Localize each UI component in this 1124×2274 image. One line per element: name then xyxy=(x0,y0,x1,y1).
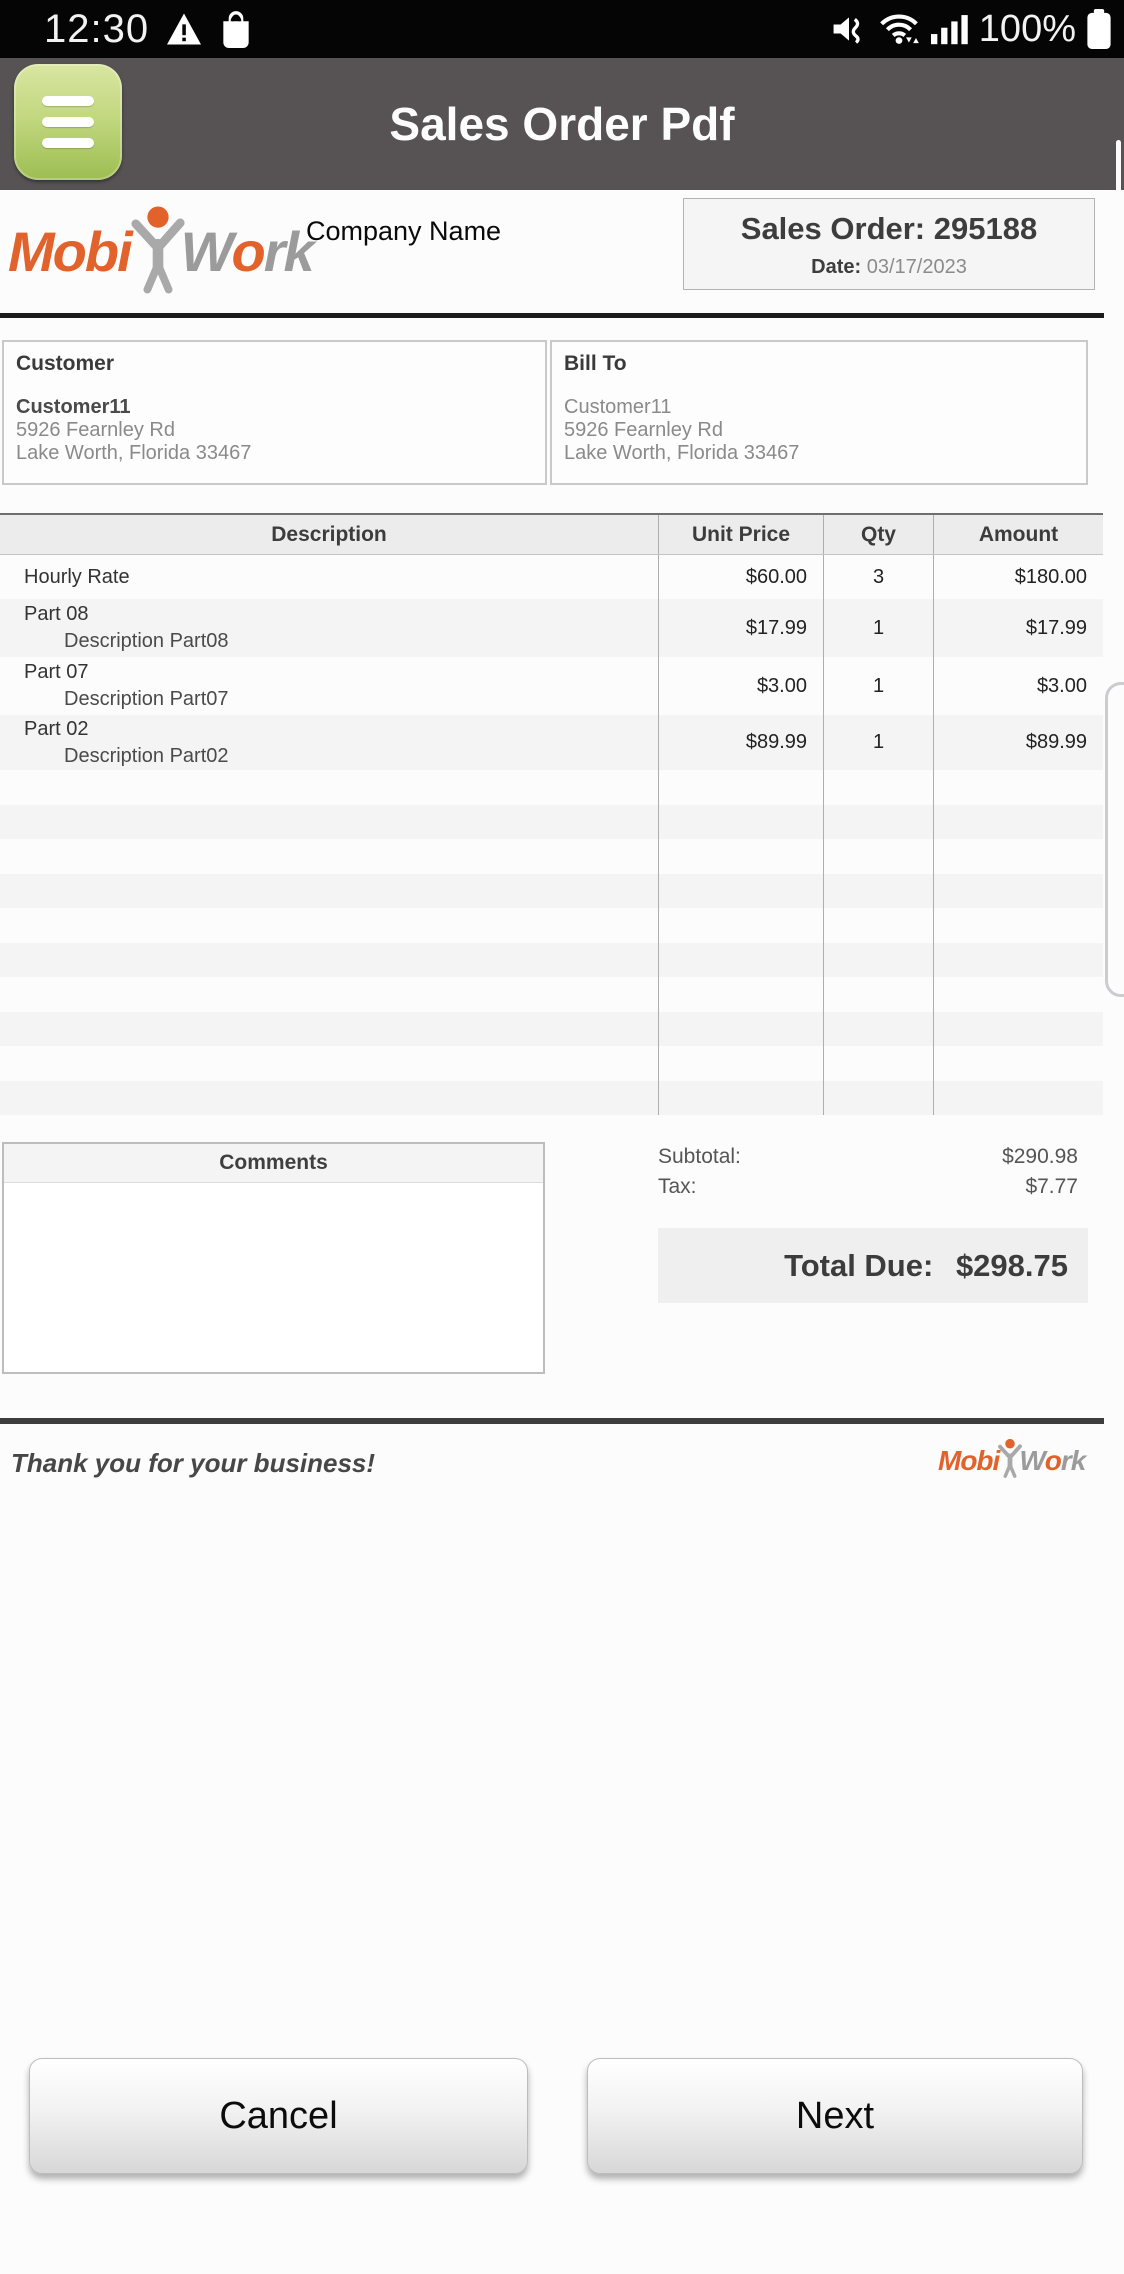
column-header-qty: Qty xyxy=(823,515,933,554)
table-cell xyxy=(658,908,823,943)
thank-you-text: Thank you for your business! xyxy=(11,1448,376,1478)
subtotal-row xyxy=(658,1142,1078,1172)
table-row-empty xyxy=(0,874,1103,909)
table-cell xyxy=(0,839,658,874)
menu-button[interactable] xyxy=(14,64,122,180)
customer-title: Customer xyxy=(16,352,115,375)
table-cell: 1 xyxy=(823,657,933,715)
table-cell xyxy=(823,1012,933,1047)
table-cell xyxy=(823,874,933,909)
hamburger-icon xyxy=(42,96,94,148)
column-header-amount: Amount xyxy=(933,515,1103,554)
subtotal-label: Subtotal: xyxy=(658,1145,741,1168)
table-cell: 3 xyxy=(823,555,933,599)
totals xyxy=(658,1142,1078,1202)
clock-text: 12:30 xyxy=(44,6,150,51)
comments-title: Comments xyxy=(4,1144,543,1183)
table-row xyxy=(0,657,1103,715)
scroll-indicator xyxy=(1116,140,1121,196)
table-row-empty xyxy=(0,943,1103,978)
wifi-icon xyxy=(877,11,921,47)
table-cell: $3.00 xyxy=(933,657,1103,715)
table-cell: 1 xyxy=(823,715,933,770)
total-due-label: Total Due: xyxy=(784,1247,934,1283)
order-date: 03/17/2023 xyxy=(866,256,967,278)
order-number: 295188 xyxy=(933,211,1038,246)
table-row-empty xyxy=(0,1081,1103,1116)
pdf-preview xyxy=(0,190,1124,2274)
table-cell: $60.00 xyxy=(658,555,823,599)
footer-divider xyxy=(0,1418,1104,1424)
table-cell xyxy=(0,770,658,805)
table-cell xyxy=(823,1081,933,1116)
tax-label: Tax: xyxy=(658,1175,697,1198)
table-row-empty xyxy=(0,839,1103,874)
table-cell xyxy=(823,1046,933,1081)
logo-person-icon xyxy=(129,204,187,299)
table-cell xyxy=(933,805,1103,840)
bill-to-box xyxy=(550,340,1088,485)
table-cell xyxy=(0,1012,658,1047)
table-cell xyxy=(933,943,1103,978)
table-cell xyxy=(933,1046,1103,1081)
company-name: Company Name xyxy=(306,216,502,246)
table-cell xyxy=(0,977,658,1012)
table-cell xyxy=(658,977,823,1012)
table-cell: $17.99 xyxy=(658,599,823,657)
scrollbar-thumb[interactable] xyxy=(1105,682,1124,997)
table-row-empty xyxy=(0,977,1103,1012)
table-cell: Part 02 Description Part02 xyxy=(24,717,229,767)
logo-text-rk: rk xyxy=(263,220,313,283)
table-cell xyxy=(933,1012,1103,1047)
table-cell xyxy=(823,805,933,840)
table-cell xyxy=(658,1046,823,1081)
table-cell xyxy=(823,770,933,805)
table-cell xyxy=(823,977,933,1012)
bill-to-name: Customer11 xyxy=(564,396,672,418)
table-cell xyxy=(933,839,1103,874)
logo-text-o: o xyxy=(231,220,264,283)
cancel-button[interactable]: Cancel xyxy=(29,2058,528,2174)
customer-address-1: 5926 Fearnley Rd xyxy=(16,419,175,441)
order-number-line: Sales Order: 295188 xyxy=(740,211,1038,246)
table-cell xyxy=(0,943,658,978)
bill-to-title: Bill To xyxy=(564,352,627,375)
table-cell xyxy=(823,943,933,978)
table-cell xyxy=(933,908,1103,943)
table-cell: $89.99 xyxy=(658,715,823,770)
table-cell: $3.00 xyxy=(658,657,823,715)
table-cell xyxy=(658,1012,823,1047)
company-logo xyxy=(8,204,313,299)
table-cell: $180.00 xyxy=(933,555,1103,599)
customer-box xyxy=(2,340,547,485)
table-row-empty xyxy=(0,770,1103,805)
column-header-unit-price: Unit Price xyxy=(658,515,823,554)
table-cell: Part 08 Description Part08 xyxy=(24,603,229,652)
page-title: Sales Order Pdf xyxy=(389,98,735,150)
table-cell xyxy=(658,805,823,840)
table-cell xyxy=(823,839,933,874)
table-cell xyxy=(0,908,658,943)
bill-to-address-1: 5926 Fearnley Rd xyxy=(564,419,723,441)
tax-value: $7.77 xyxy=(1025,1175,1078,1198)
table-row xyxy=(0,555,1103,599)
battery-icon xyxy=(1086,9,1112,49)
logo-text-w: W xyxy=(180,220,232,283)
shopping-bag-icon xyxy=(219,10,253,48)
mute-icon xyxy=(831,13,867,45)
table-cell xyxy=(658,839,823,874)
table-header-row xyxy=(0,515,1103,555)
top-divider xyxy=(0,313,1104,318)
table-row xyxy=(0,599,1103,657)
total-due-box xyxy=(658,1228,1088,1303)
next-button[interactable]: Next xyxy=(587,2058,1083,2174)
table-cell xyxy=(933,874,1103,909)
order-info-box xyxy=(683,198,1095,290)
table-cell: Part 07 Description Part07 xyxy=(24,661,229,710)
table-cell: 1 xyxy=(823,599,933,657)
table-cell xyxy=(658,874,823,909)
warning-icon xyxy=(165,12,203,46)
signal-strength-icon xyxy=(931,12,969,46)
table-cell xyxy=(0,1046,658,1081)
footer-logo: Mobi W o rk xyxy=(938,1436,1085,1485)
bill-to-address-2: Lake Worth, Florida 33467 xyxy=(564,442,800,464)
table-cell xyxy=(658,943,823,978)
table-cell xyxy=(0,1081,658,1116)
table-cell xyxy=(658,1081,823,1116)
items-table xyxy=(0,513,1103,1115)
table-cell xyxy=(823,908,933,943)
total-due-value: $298.75 xyxy=(955,1247,1068,1283)
logo-text-mobi: Mobi xyxy=(8,220,131,283)
order-date-line: Date: 03/17/2023 xyxy=(811,256,967,278)
comments-box xyxy=(2,1142,545,1374)
tax-row xyxy=(658,1172,1078,1202)
table-cell xyxy=(0,805,658,840)
table-row-empty xyxy=(0,908,1103,943)
customer-address-2: Lake Worth, Florida 33467 xyxy=(16,442,252,464)
table-cell: $17.99 xyxy=(933,599,1103,657)
app-header xyxy=(0,58,1124,190)
table-cell xyxy=(658,770,823,805)
items-table-body xyxy=(0,555,1103,1115)
customer-name: Customer11 xyxy=(16,396,131,418)
status-bar xyxy=(0,0,1124,58)
table-row-empty xyxy=(0,805,1103,840)
table-cell: $89.99 xyxy=(933,715,1103,770)
table-row xyxy=(0,715,1103,770)
table-cell xyxy=(933,1081,1103,1116)
subtotal-value: $290.98 xyxy=(1002,1145,1078,1168)
table-cell xyxy=(933,977,1103,1012)
table-cell: Hourly Rate xyxy=(24,565,130,588)
table-row-empty xyxy=(0,1046,1103,1081)
table-cell xyxy=(0,874,658,909)
battery-percent-text: 100% xyxy=(978,7,1076,50)
table-cell xyxy=(933,770,1103,805)
table-row-empty xyxy=(0,1012,1103,1047)
column-header-description: Description xyxy=(271,522,387,546)
